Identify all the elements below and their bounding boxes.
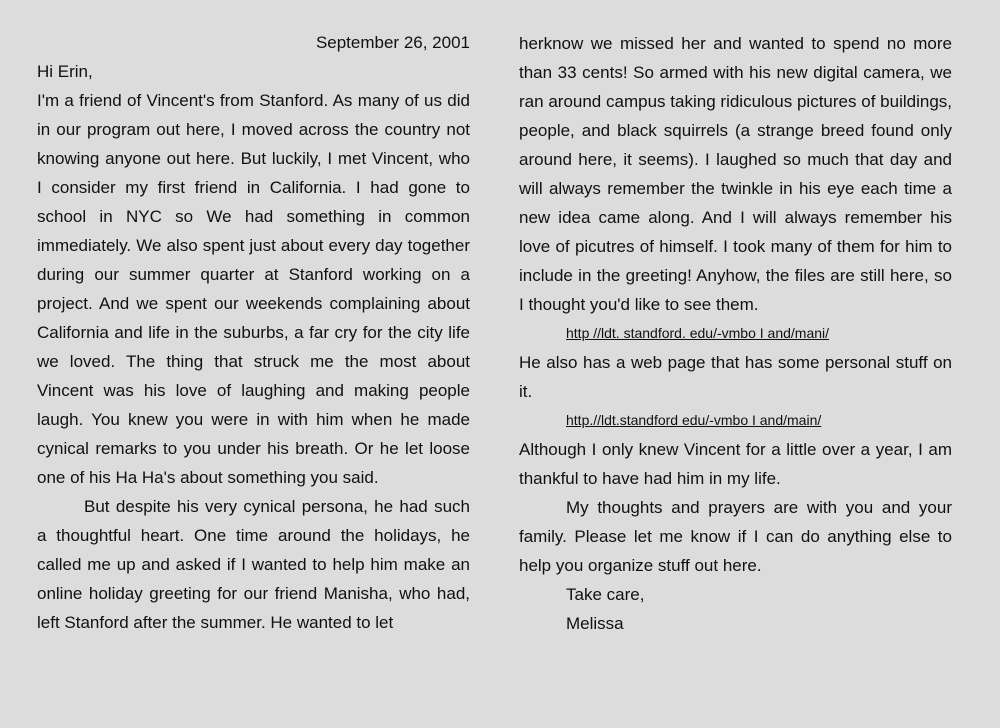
paragraph-intro: I'm a friend of Vincent's from Stanford. As many of us did in our program out here, I moved across the country not knowing anyone out here. But luckily, I met Vincent, who I consider my first friend in California. I had gone to school in NYC so We had something in common immediately. We also spent just about every day together during our summer quarter at Stanford working on a project. And we spent our weekends complaining about California and life in the suburbs, a far cry for the city life we loved. The thing that struck me the most about Vincent was his love of laughing and making people laugh. You knew you were in with him when he made cynical remarks to you under his breath. Or he let loose one of his Ha Ha's about something you said. xyxy=(37,91,470,487)
paragraph-prayers: My thoughts and prayers are with you and your family. Please let me know if I can do anything else to help you organize stuff out here. xyxy=(519,498,952,575)
signature: Melissa xyxy=(566,614,624,633)
paragraph-persona: But despite his very cynical persona, he had such a thoughtful heart. One time around the holidays, he called me up and asked if I wanted to help him make an online holiday greeting for our friend Manisha, who had, left Stanford after the summer. He wanted to let xyxy=(37,497,470,632)
paragraph-thankful: Although I only knew Vincent for a little over a year, I am thankful to have had him in my life. xyxy=(519,440,952,488)
paragraph-webpage: He also has a web page that has some personal stuff on it. xyxy=(519,353,952,401)
link-main[interactable]: http.//ldt.standford edu/-vmbo I and/main/ xyxy=(566,412,822,428)
letter-date: September 26, 2001 xyxy=(315,33,470,52)
closing: Take care, xyxy=(566,585,645,604)
greeting: Hi Erin, xyxy=(37,62,93,81)
left-column xyxy=(37,0,470,637)
right-column xyxy=(519,0,952,638)
link-mani[interactable]: http //ldt. standford. edu/-vmbo I and/mani/ xyxy=(566,325,830,341)
paragraph-greeting-story: herknow we missed her and wanted to spend no more than 33 cents! So armed with his new digital camera, we ran around campus taking ridiculous pictures of buildings, people, and black squirrels (a strange breed found only around here, it seems). I laughed so much that day and will always remember the twinkle in his eye each time a new idea came along. And I will always remember his love of picutres of himself. I took many of them for him to include in the greeting! Anyhow, the files are still here, so I thought you'd like to see them. xyxy=(519,34,952,314)
